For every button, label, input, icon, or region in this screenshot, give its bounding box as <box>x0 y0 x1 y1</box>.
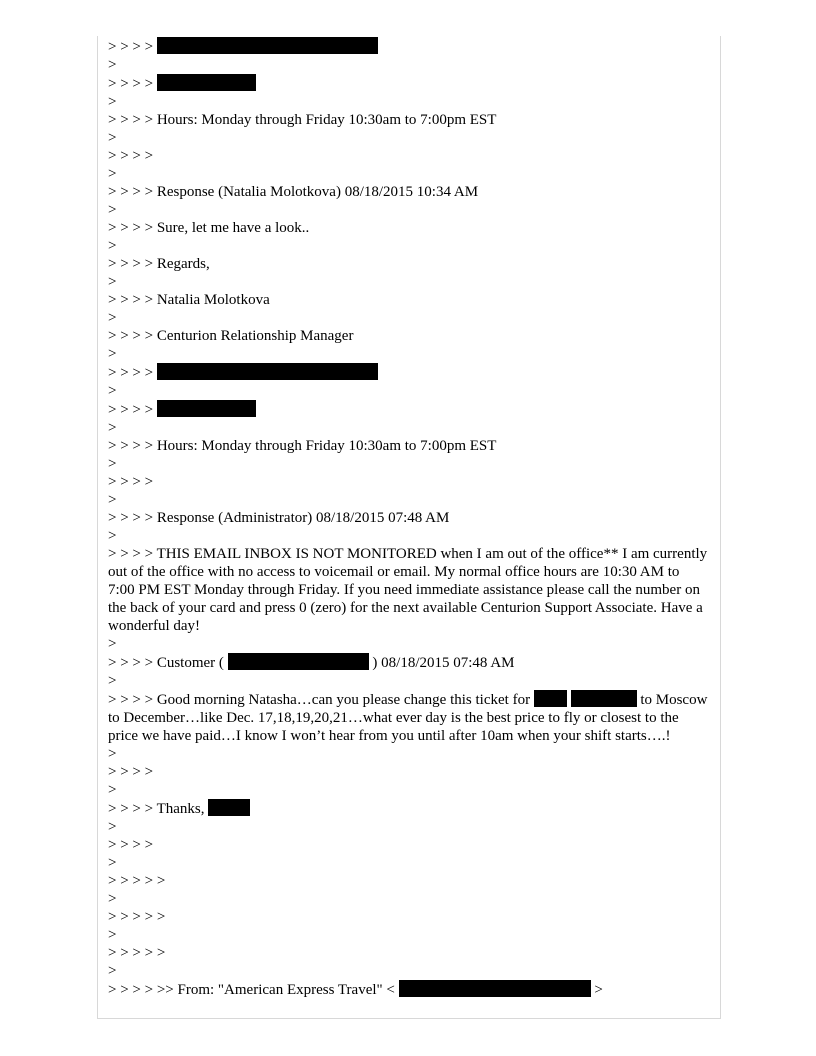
customer-header: > > > > Customer ( ) 08/18/2015 07:48 AM <box>108 655 515 671</box>
quote-line: > > > > <box>108 363 708 382</box>
response-header: > > > > Response (Administrator) 08/18/2015 07:48 AM <box>108 510 450 526</box>
hours-line: > > > > Hours: Monday through Friday 10:30am to 7:00pm EST <box>108 438 497 454</box>
quote-line: > <box>108 130 117 146</box>
customer-message: > > > > Good morning Natasha…can you please change this ticket for to Moscow to December…like Dec. 17,18,19,20,21…what ever day is the best price to fly or closest to the price we have paid…I know I won’t hear from you until after 10am when your shift starts….! <box>108 692 708 744</box>
quote-line: > <box>108 636 117 652</box>
quote-line: > <box>108 782 117 798</box>
message-line: > > > > Sure, let me have a look.. <box>108 220 310 236</box>
quote-line: > <box>108 57 117 73</box>
quote-line: > <box>108 528 117 544</box>
redaction-bar <box>157 363 378 380</box>
quote-line: > <box>108 346 117 362</box>
quote-line: > > > > <box>108 37 708 56</box>
quote-line: > <box>108 855 117 871</box>
quote-line: > <box>108 891 117 907</box>
redaction-bar <box>157 400 256 417</box>
thanks-line: > > > > Thanks, <box>108 799 708 818</box>
redaction-bar <box>208 799 250 816</box>
quote-line: > <box>108 94 117 110</box>
quote-line: > > > > > <box>108 873 166 889</box>
redaction-bar <box>157 37 378 54</box>
hours-line: > > > > Hours: Monday through Friday 10:30am to 7:00pm EST <box>108 112 497 128</box>
quote-line: > > > > <box>108 474 154 490</box>
quote-line: > <box>108 202 117 218</box>
quote-line: > <box>108 310 117 326</box>
quote-line: > <box>108 927 117 943</box>
quote-line: > > > > > <box>108 945 166 961</box>
quote-line: > <box>108 819 117 835</box>
quote-line: > > > > <box>108 400 708 419</box>
quote-line: > <box>108 383 117 399</box>
redaction-bar <box>399 980 591 997</box>
quote-line: > > > > <box>108 74 708 93</box>
email-thread <box>108 37 708 999</box>
redaction-bar <box>534 690 567 707</box>
redaction-bar <box>228 653 369 670</box>
quote-line: > <box>108 746 117 762</box>
quote-line: > <box>108 420 117 436</box>
response-header: > > > > Response (Natalia Molotkova) 08/18/2015 10:34 AM <box>108 184 479 200</box>
redaction-bar <box>571 690 637 707</box>
signature-name: > > > > Natalia Molotkova <box>108 292 270 308</box>
quote-line: > <box>108 492 117 508</box>
quote-line: > > > > <box>108 148 154 164</box>
quote-line: > <box>108 238 117 254</box>
message-line: > > > > Regards, <box>108 256 210 272</box>
quote-line: > <box>108 963 117 979</box>
redaction-bar <box>157 74 256 91</box>
quote-line: > > > > <box>108 837 154 853</box>
quote-line: > <box>108 673 117 689</box>
quote-line: > <box>108 166 117 182</box>
quote-line: > > > > > <box>108 909 166 925</box>
quote-line: > <box>108 456 117 472</box>
from-header: > > > > >> From: "American Express Travel" < > <box>108 982 603 998</box>
signature-title: > > > > Centurion Relationship Manager <box>108 328 354 344</box>
quote-line: > <box>108 274 117 290</box>
auto-reply-paragraph: > > > > THIS EMAIL INBOX IS NOT MONITORED when I am out of the office** I am currently out of the office with no access to voicemail or email. My normal office hours are 10:30 AM to 7:00 PM EST Monday through Friday. If you need immediate assistance please call the number on the back of your card and press 0 (zero) for the next available Centurion Support Associate. Have a wonderful day! <box>108 546 708 634</box>
quote-line: > > > > <box>108 764 154 780</box>
